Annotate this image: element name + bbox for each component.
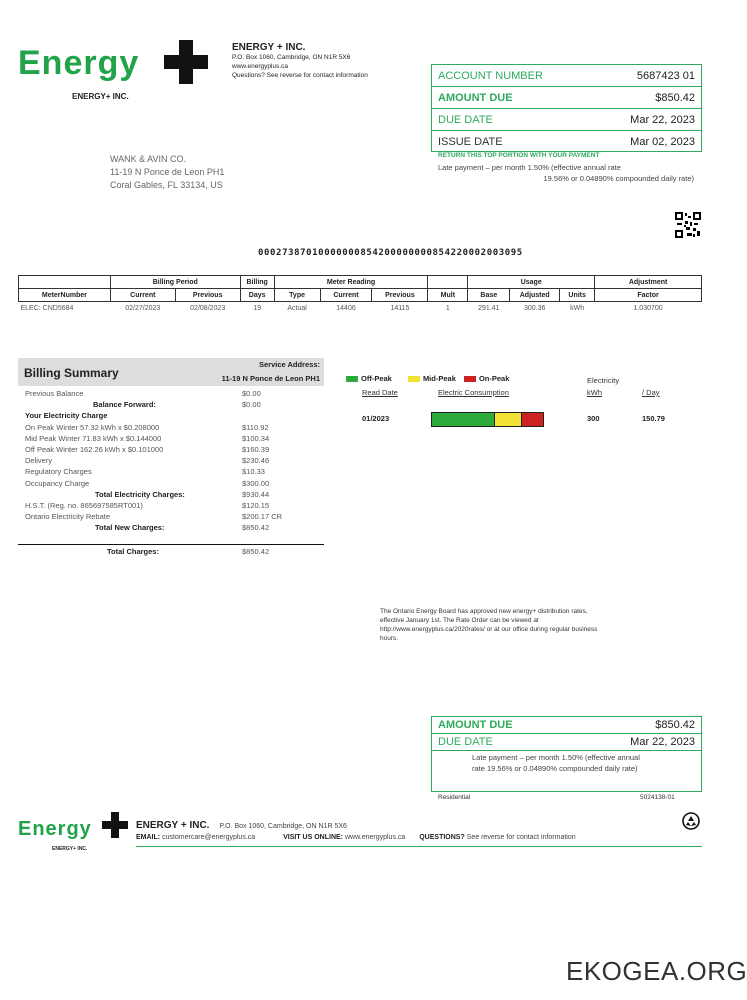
meter-reading-table	[18, 275, 702, 316]
company-logo	[18, 40, 198, 106]
due-date-row	[432, 109, 701, 131]
issue-date-value: Mar 02, 2023	[630, 136, 695, 148]
table-cell: 300.36	[524, 305, 546, 313]
billing-summary-row-value: $100.34	[242, 433, 270, 443]
consumption-section	[346, 372, 702, 432]
table-cell: 14115	[390, 305, 410, 313]
payment-barcode-number: 00027387010000000854200000000854220002003095	[258, 248, 523, 258]
footer-company-address: P.O. Box 1060, Cambridge, ON N1R 5X6	[219, 823, 347, 830]
footer-logo-wordmark: Energy	[18, 818, 92, 840]
billing-summary-row-label: Ontario Electricity Rebate	[25, 512, 111, 522]
account-summary-box	[431, 64, 702, 152]
billing-summary-row	[25, 445, 300, 456]
company-address: P.O. Box 1060, Cambridge, ON N1R 5X6	[232, 54, 351, 61]
logo-subtitle: ENERGY+ INC.	[72, 92, 129, 101]
legend-label: On-Peak	[478, 374, 510, 383]
billing-summary-row-label: Previous Balance	[25, 389, 84, 398]
kwh-label: kWh	[587, 388, 602, 397]
consumption-bar-segment	[432, 413, 494, 426]
consumption-bar	[431, 412, 544, 427]
footer-email[interactable]: customercare@energyplus.ca	[162, 834, 256, 841]
footer-company-line	[136, 820, 347, 831]
billing-summary-row-value: $300.00	[242, 478, 270, 488]
col-header: Previous	[372, 289, 428, 302]
group-header-billing: Billing	[240, 276, 274, 289]
legend-on-peak	[464, 374, 509, 383]
col-header: Units	[560, 289, 595, 302]
col-header: Mult	[428, 289, 468, 302]
consumption-per-day: 150.79	[642, 414, 665, 423]
issue-date-row	[432, 131, 701, 153]
company-info	[232, 42, 432, 80]
billing-summary-row-value: $850.42	[242, 523, 270, 533]
footer-logo-subtitle: ENERGY+ INC.	[52, 846, 88, 852]
billing-summary-row	[25, 456, 300, 467]
billing-summary-row	[25, 501, 300, 512]
oeb-line-3[interactable]: http://www.energyplus.ca/2020rates/ or at our office during regular business	[380, 626, 598, 633]
meter-column-header-row	[19, 289, 702, 302]
stub-amount-due-label: AMOUNT DUE	[438, 719, 513, 731]
billing-summary-row-value: $930.44	[242, 489, 270, 499]
billing-summary	[18, 358, 324, 559]
stub-due-date-value: Mar 22, 2023	[630, 736, 695, 748]
oeb-line-1: The Ontario Energy Board has approved new energy+ distribution rates,	[380, 608, 588, 615]
billing-summary-row-value: $200.17 CR	[242, 512, 283, 522]
col-header: Type	[274, 289, 320, 302]
customer-city: Coral Gables, FL 33134, US	[110, 180, 223, 190]
billing-summary-row	[25, 423, 300, 434]
consumption-kwh: 300	[587, 414, 600, 423]
stub-due-date-label: DUE DATE	[438, 736, 493, 748]
table-cell: 02/08/2023	[190, 305, 226, 313]
billing-summary-row-label: H.S.T. (Reg. no. 865697585RT001)	[25, 500, 143, 510]
col-header: Days	[240, 289, 274, 302]
billing-summary-row-label: Your Electricity Charge	[25, 411, 108, 421]
amount-due-row	[432, 87, 701, 109]
table-cell: ELEC: CND5684	[20, 305, 74, 313]
amount-due-value: $850.42	[655, 91, 695, 104]
stub-amount-due-value: $850.42	[655, 719, 695, 731]
service-address-value: 11-19 N Ponce de Leon PH1	[221, 374, 320, 383]
footer-visit-label: VISIT US ONLINE:	[283, 834, 344, 841]
billing-summary-row-label: Occupancy Charge	[25, 478, 90, 488]
billing-summary-row-value: $10.33	[242, 467, 265, 477]
stub-residential-label: Residential	[438, 794, 471, 801]
col-header: Base	[468, 289, 510, 302]
billing-summary-row-label: Mid Peak Winter 71.83 kWh x $0.144000	[25, 433, 162, 443]
account-number-value: 5687423 01	[636, 69, 695, 82]
due-date-value: Mar 22, 2023	[630, 113, 695, 126]
billing-summary-row	[25, 434, 300, 445]
stub-due-date-row	[432, 734, 701, 751]
col-header: Previous	[175, 289, 240, 302]
late-payment-line-1: Late payment – per month 1.50% (effective annual rate	[438, 163, 621, 172]
customer-name: WANK & AVIN CO.	[110, 154, 187, 164]
read-date-label: Read Date	[362, 388, 398, 397]
legend-label: Mid-Peak	[422, 374, 456, 383]
table-cell: kWh	[570, 305, 585, 313]
stub-amount-due-row	[432, 717, 701, 734]
billing-summary-row-label: Balance Forward:	[93, 400, 156, 410]
late-payment-notice	[438, 163, 700, 184]
legend-mid-peak	[408, 374, 456, 383]
group-header-adjustment: Adjustment	[595, 276, 702, 289]
meter-group-header-row	[19, 276, 702, 289]
billing-summary-row	[25, 389, 300, 400]
issue-date-label: ISSUE DATE	[438, 136, 503, 148]
billing-summary-divider	[18, 544, 324, 545]
return-note: RETURN THIS TOP PORTION WITH YOUR PAYMENT	[438, 152, 600, 159]
oeb-line-2: effective January 1st. The Rate Order can be viewed at	[380, 617, 539, 624]
footer-divider	[136, 846, 702, 847]
stub-code: 5024138-01	[640, 794, 675, 801]
footer-company-name: ENERGY + INC.	[136, 820, 210, 831]
total-charges-row	[18, 547, 324, 558]
table-cell: 1.030700	[633, 305, 663, 313]
logo-wordmark: Energy	[18, 44, 140, 82]
electric-consumption-label: Electric Consumption	[438, 388, 509, 397]
meter-group-empty-2	[428, 276, 468, 289]
legend-swatch	[408, 376, 420, 382]
due-date-label: DUE DATE	[438, 113, 493, 126]
customer-street: 11-19 N Ponce de Leon PH1	[110, 167, 225, 177]
total-charges-label: Total Charges:	[107, 547, 159, 557]
stub-late-payment	[432, 751, 701, 774]
billing-summary-rows	[18, 389, 324, 534]
table-cell: 14406	[336, 305, 356, 313]
footer-plus-icon	[102, 812, 128, 838]
billing-summary-row-value: $160.39	[242, 444, 270, 454]
footer-email-label: EMAIL:	[136, 834, 161, 841]
billing-summary-title: Billing Summary	[24, 366, 119, 380]
billing-summary-row-label: Total New Charges:	[95, 523, 165, 533]
oeb-line-4: hours.	[380, 635, 399, 642]
consumption-bar-segment	[494, 413, 521, 426]
legend-label: Off-Peak	[361, 374, 392, 383]
billing-summary-row	[25, 479, 300, 490]
consumption-bar-segment	[521, 413, 543, 426]
legend-swatch	[346, 376, 358, 382]
consumption-read-date: 01/2023	[362, 414, 390, 423]
billing-summary-row-label: Regulatory Charges	[25, 467, 92, 477]
billing-summary-row-label: On Peak Winter 57.32 kWh x $0.208000	[25, 422, 160, 432]
billing-summary-row-value: $120.15	[242, 500, 270, 510]
account-number-label: ACCOUNT NUMBER	[438, 69, 543, 82]
service-address-label: Service Address:	[258, 360, 320, 369]
billing-summary-row	[25, 490, 300, 501]
billing-summary-header	[18, 358, 324, 386]
stub-late-line-2: rate 19.56% or 0.04890% compounded daily rate)	[472, 763, 638, 773]
table-cell: 1	[445, 305, 450, 313]
total-charges-value: $850.42	[242, 547, 270, 557]
legend-swatch	[464, 376, 476, 382]
col-header: MeterNumber	[19, 289, 111, 302]
col-header: Factor	[595, 289, 702, 302]
legend-off-peak	[346, 374, 392, 383]
table-cell: 02/27/2023	[125, 305, 161, 313]
billing-summary-row-value: $0.00	[242, 389, 261, 398]
billing-summary-row-label: Delivery	[25, 456, 53, 466]
table-cell: 291.41	[478, 305, 500, 313]
payment-stub-box	[431, 716, 702, 792]
meter-group-empty	[19, 276, 111, 289]
footer-logo	[18, 812, 130, 854]
group-header-billing-period: Billing Period	[110, 276, 240, 289]
group-header-usage: Usage	[468, 276, 595, 289]
electricity-label: Electricity	[587, 376, 620, 385]
account-number-row	[432, 65, 701, 87]
per-day-label: / Day	[642, 388, 660, 397]
oeb-notice	[380, 607, 705, 643]
watermark: EKOGEA.ORG	[566, 956, 747, 986]
plus-icon	[164, 40, 208, 84]
late-payment-line-2: 19.56% or 0.04890% compounded daily rate)	[543, 173, 694, 183]
billing-summary-row	[25, 523, 300, 534]
table-row	[19, 302, 702, 316]
footer-visit-url[interactable]: www.energyplus.ca	[344, 834, 406, 841]
billing-summary-row-label: Off Peak Winter 162.26 kWh x $0.101000	[25, 444, 164, 454]
company-website[interactable]: www.energyplus.ca	[232, 63, 288, 70]
col-header: Adjusted	[510, 289, 560, 302]
col-header: Current	[320, 289, 372, 302]
stub-late-line-1: Late payment – per month 1.50% (effective annual	[472, 753, 640, 762]
billing-summary-row	[25, 512, 300, 523]
footer-questions-text: See reverse for contact information	[466, 834, 576, 841]
table-cell: 19	[253, 305, 262, 313]
footer-questions-label: QUESTIONS?	[419, 834, 465, 841]
billing-summary-row-label: Total Electricity Charges:	[95, 489, 185, 499]
billing-summary-row	[25, 467, 300, 478]
group-header-meter-reading: Meter Reading	[274, 276, 428, 289]
consumption-legend	[346, 374, 509, 383]
company-name: ENERGY + INC.	[232, 42, 306, 53]
billing-summary-row-value: $230.46	[242, 456, 270, 466]
table-cell: Actual	[287, 305, 307, 313]
recycle-icon	[682, 812, 700, 830]
billing-summary-row-value	[242, 411, 300, 422]
company-contact-note: Questions? See reverse for contact information	[232, 72, 368, 79]
amount-due-label: AMOUNT DUE	[438, 91, 513, 104]
customer-address	[110, 153, 224, 192]
billing-summary-row-value: $110.92	[242, 422, 269, 432]
col-header: Current	[110, 289, 175, 302]
billing-summary-row	[25, 411, 300, 422]
billing-summary-row	[25, 400, 300, 411]
footer-contact-line	[136, 834, 576, 841]
billing-summary-row-value: $0.00	[242, 400, 261, 410]
qr-code-icon	[675, 212, 701, 238]
